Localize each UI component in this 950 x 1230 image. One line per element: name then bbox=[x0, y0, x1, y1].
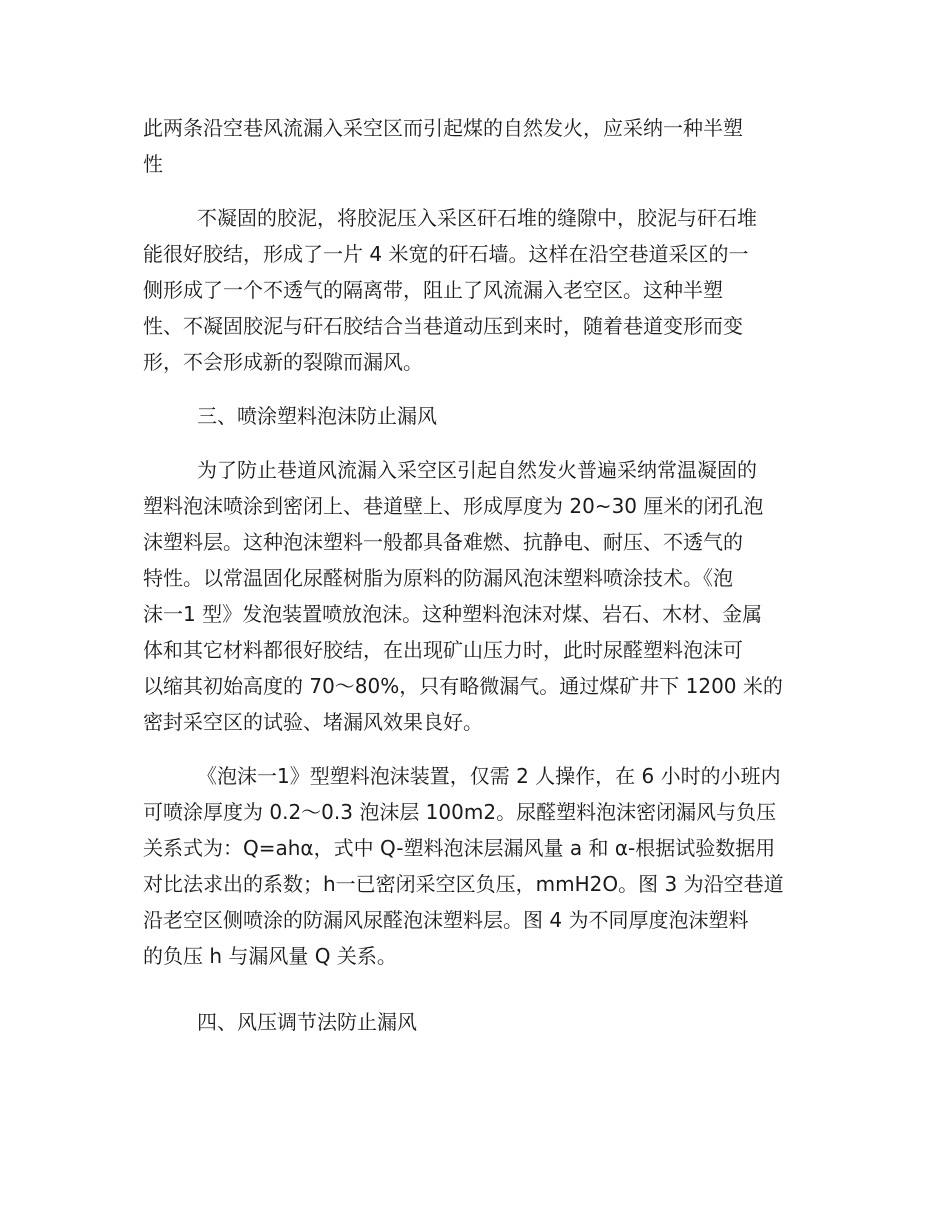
paragraph-first-line: 不凝固的胶泥，将胶泥压入采区矸石堆的缝隙中，胶泥与矸石堆 bbox=[197, 206, 757, 230]
text-line: 能很好胶结，形成了一片 4 米宽的矸石墙。这样在沿空巷道采区的一 bbox=[143, 242, 749, 266]
text-line: 对比法求出的系数；h一已密闭采空区负压，mmH2O。图 3 为沿空巷道 bbox=[143, 872, 784, 896]
text-line: 以缩其初始高度的 70～80%，只有略微漏气。通过煤矿井下 1200 米的 bbox=[143, 674, 783, 698]
text-line: 沿老空区侧喷涂的防漏风尿醛泡沫塑料层。图 4 为不同厚度泡沫塑料 bbox=[143, 908, 749, 932]
text-line: 体和其它材料都很好胶结，在出现矿山压力时，此时尿醛塑料泡沫可 bbox=[143, 638, 743, 662]
paragraph-first-line: 《泡沫一1》型塑料泡沫装置，仅需 2 人操作，在 6 小时的小班内 bbox=[197, 764, 781, 788]
text-line: 特性。以常温固化尿醛树脂为原料的防漏风泡沫塑料喷涂技术。《泡 bbox=[143, 566, 733, 590]
text-line: 的负压 h 与漏风量 Q 关系。 bbox=[143, 944, 397, 968]
text-line: 此两条沿空巷风流漏入采空区而引起煤的自然发火，应采纳一种半塑 bbox=[143, 116, 743, 140]
text-line: 塑料泡沫喷涂到密闭上、巷道壁上、形成厚度为 20~30 厘米的闭孔泡 bbox=[143, 494, 764, 518]
text-line: 形，不会形成新的裂隙而漏风。 bbox=[143, 350, 423, 374]
text-line: 性、不凝固胶泥与矸石胶结合当巷道动压到来时，随着巷道变形而变 bbox=[143, 314, 743, 338]
paragraph-first-line: 为了防止巷道风流漏入采空区引起自然发火普遍采纳常温凝固的 bbox=[197, 458, 757, 482]
text-line: 密封采空区的试验、堵漏风效果良好。 bbox=[143, 710, 483, 734]
text-line: 可喷涂厚度为 0.2～0.3 泡沫层 100m2。尿醛塑料泡沫密闭漏风与负压 bbox=[143, 800, 777, 824]
text-line: 沫一1 型》发泡装置喷放泡沫。这种塑料泡沫对煤、岩石、木材、金属 bbox=[143, 602, 763, 626]
text-line: 性 bbox=[143, 152, 163, 176]
text-line: 侧形成了一个不透气的隔离带，阻止了风流漏入老空区。这种半塑 bbox=[143, 278, 723, 302]
text-line: 沫塑料层。这种泡沫塑料一般都具备难燃、抗静电、耐压、不透气的 bbox=[143, 530, 743, 554]
section-heading: 三、喷涂塑料泡沫防止漏风 bbox=[197, 404, 437, 428]
text-line: 关系式为：Q=ahα，式中 Q-塑料泡沫层漏风量 a 和 α-根据试验数据用 bbox=[143, 836, 776, 860]
section-heading: 四、风压调节法防止漏风 bbox=[197, 1010, 417, 1034]
